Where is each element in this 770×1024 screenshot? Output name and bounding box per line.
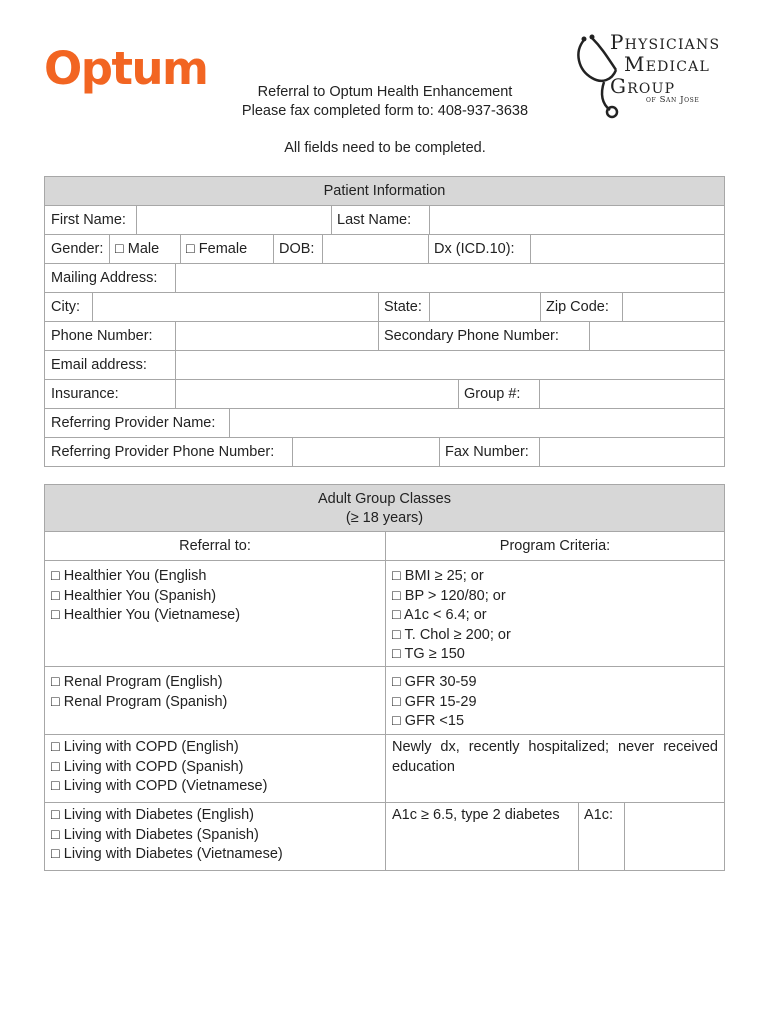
name-row [44, 206, 725, 235]
male-checkbox[interactable]: □ Male [115, 241, 160, 257]
renal-program-row [44, 667, 725, 735]
state-field[interactable] [430, 293, 540, 321]
renal-spanish-checkbox[interactable]: □ Renal Program (Spanish) [51, 693, 228, 710]
last-name-label: Last Name: [337, 212, 412, 228]
city-label: City: [51, 299, 80, 315]
first-name-label: First Name: [51, 212, 126, 228]
email-field[interactable] [176, 351, 725, 379]
copd-english-checkbox[interactable]: □ Living with COPD (English) [51, 739, 239, 755]
group-number-field[interactable] [540, 380, 725, 408]
gfr-30-59-checkbox[interactable]: □ GFR 30-59 [392, 674, 477, 690]
dob-label: DOB: [279, 241, 315, 257]
city-state-zip-row [44, 293, 725, 322]
zip-code-field[interactable] [623, 293, 725, 321]
program-criteria-header: Program Criteria: [499, 538, 611, 554]
mailing-address-row [44, 264, 725, 293]
dob-field[interactable] [323, 235, 428, 263]
referring-provider-phone-field[interactable] [293, 438, 439, 466]
phone-number-label: Phone Number: [51, 328, 153, 344]
copd-criteria: Newly dx, recently hospitalized; never received education [392, 739, 718, 775]
mailing-address-field[interactable] [176, 264, 725, 292]
phone-row [44, 322, 725, 351]
dx-icd10-field[interactable] [531, 235, 725, 263]
zip-code-label: Zip Code: [546, 299, 609, 315]
fax-number-label: Fax Number: [445, 444, 529, 460]
diabetes-spanish-checkbox[interactable]: □ Living with Diabetes (Spanish) [51, 826, 259, 843]
gender-row [44, 235, 725, 264]
phone-number-field[interactable] [176, 322, 378, 350]
diabetes-criteria: A1c ≥ 6.5, type 2 diabetes [392, 807, 560, 823]
gfr-under-15-checkbox[interactable]: □ GFR <15 [392, 713, 465, 729]
classes-title: Adult Group Classes [318, 491, 451, 507]
insurance-label: Insurance: [51, 386, 119, 402]
secondary-phone-label: Secondary Phone Number: [384, 328, 559, 344]
copd-row [44, 735, 725, 803]
referring-provider-name-row [44, 409, 725, 438]
healthier-you-vietnamese-checkbox[interactable]: □ Healthier You (Vietnamese) [51, 607, 241, 623]
email-label: Email address: [51, 357, 147, 373]
gender-label: Gender: [51, 241, 104, 257]
completion-notice: All fields need to be completed. [284, 140, 486, 156]
section-title: Patient Information [323, 183, 446, 199]
email-row [44, 351, 725, 380]
adult-group-classes-section [44, 484, 725, 871]
pmg-subtitle: of San Jose [646, 95, 700, 105]
state-label: State: [384, 299, 422, 315]
cholesterol-criteria-checkbox[interactable]: □ T. Chol ≥ 200; or [392, 626, 511, 643]
referring-provider-phone-label: Referring Provider Phone Number: [51, 444, 275, 460]
a1c-criteria-checkbox[interactable]: □ A1c < 6.4; or [392, 607, 487, 623]
fax-number-field[interactable] [540, 438, 725, 466]
patient-information-section [44, 176, 725, 467]
first-name-field[interactable] [137, 206, 331, 234]
gfr-15-29-checkbox[interactable]: □ GFR 15-29 [392, 693, 477, 710]
healthier-you-english-checkbox[interactable]: □ Healthier You (English [51, 568, 207, 584]
healthier-you-spanish-checkbox[interactable]: □ Healthier You (Spanish) [51, 587, 217, 604]
dx-icd10-label: Dx (ICD.10): [434, 241, 515, 257]
copd-spanish-checkbox[interactable]: □ Living with COPD (Spanish) [51, 758, 244, 775]
copd-vietnamese-checkbox[interactable]: □ Living with COPD (Vietnamese) [51, 778, 268, 794]
optum-logo: Optum [44, 42, 208, 95]
diabetes-english-checkbox[interactable]: □ Living with Diabetes (English) [51, 807, 254, 823]
pmg-line-1: HYSICIANS [624, 37, 721, 53]
healthier-you-row [44, 561, 725, 667]
female-checkbox[interactable]: □ Female [186, 241, 248, 257]
secondary-phone-field[interactable] [590, 322, 725, 350]
diabetes-vietnamese-checkbox[interactable]: □ Living with Diabetes (Vietnamese) [51, 846, 283, 862]
a1c-label: A1c: [584, 807, 614, 823]
renal-english-checkbox[interactable]: □ Renal Program (English) [51, 674, 223, 690]
insurance-row [44, 380, 725, 409]
pmg-wordmark: PHYSICIANS MEDICAL GROUP [610, 30, 721, 98]
referring-provider-phone-row [44, 438, 725, 467]
city-field[interactable] [93, 293, 378, 321]
referring-provider-name-label: Referring Provider Name: [51, 415, 216, 431]
classes-column-headers [44, 532, 725, 561]
last-name-field[interactable] [430, 206, 725, 234]
bp-criteria-checkbox[interactable]: □ BP > 120/80; or [392, 587, 506, 604]
diabetes-row [44, 803, 725, 871]
group-number-label: Group #: [464, 386, 521, 402]
fax-instruction: Please fax completed form to: 408-937-3638 [241, 103, 529, 119]
tg-criteria-checkbox[interactable]: □ TG ≥ 150 [392, 646, 465, 662]
patient-information-header [44, 176, 725, 206]
form-title: Referral to Optum Health Enhancement [257, 84, 513, 100]
classes-header [44, 484, 725, 532]
a1c-value-field[interactable] [625, 803, 724, 870]
referral-to-header: Referral to: [179, 538, 251, 554]
insurance-field[interactable] [176, 380, 458, 408]
bmi-criteria-checkbox[interactable]: □ BMI ≥ 25; or [392, 568, 484, 584]
referring-provider-name-field[interactable] [230, 409, 725, 437]
classes-age-note: (≥ 18 years) [345, 510, 424, 526]
mailing-address-label: Mailing Address: [51, 270, 158, 286]
